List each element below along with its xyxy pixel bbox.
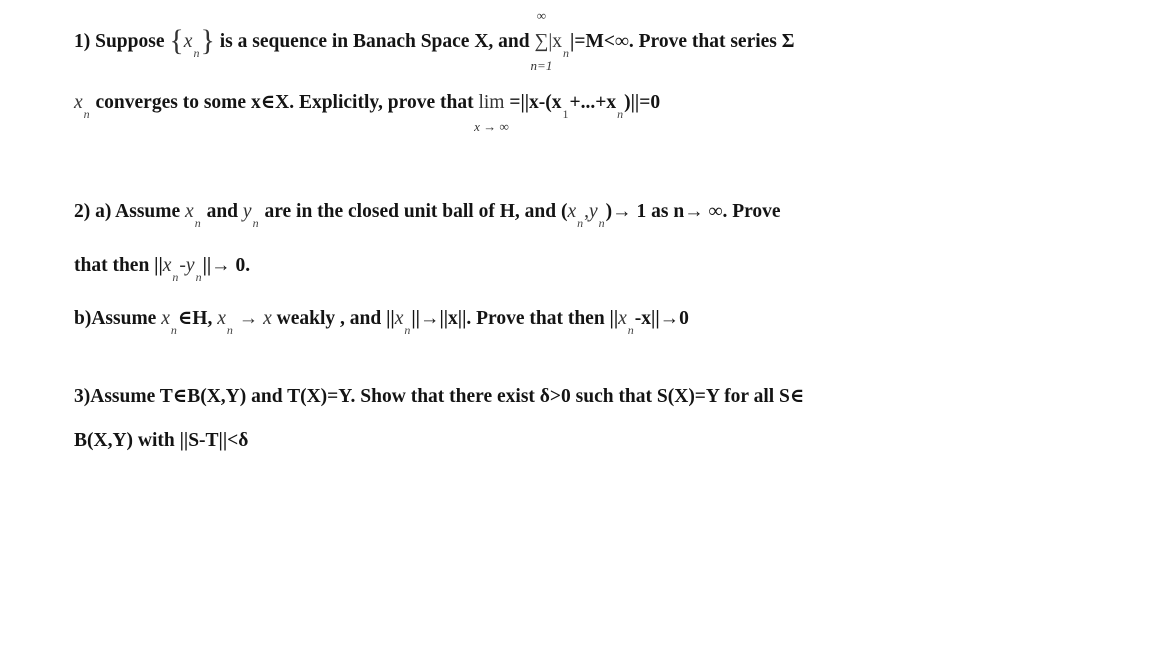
sub-n: n <box>252 216 259 230</box>
problem-2a-line-2 <box>74 254 251 284</box>
problem-1-intro: 1) Suppose <box>74 31 170 52</box>
var-x: x <box>162 255 172 276</box>
problem-2b-in-h: ∈H, <box>177 308 218 329</box>
problem-2b-norm: ||→||x||. Prove that then || <box>411 308 619 329</box>
problem-1-text-f: +...+x <box>569 92 617 113</box>
limit <box>474 91 509 134</box>
var-x: x <box>618 308 627 329</box>
sum-upper-limit: ∞ <box>536 8 547 23</box>
var-y: y <box>185 255 195 276</box>
sum-lower-limit: n=1 <box>530 58 553 73</box>
sub-n: n <box>627 323 634 337</box>
problem-2a-text: are in the closed unit ball of H, and ( <box>259 201 568 222</box>
problem-2b-end: -x||→0 <box>634 308 689 329</box>
var-x: x <box>185 201 194 222</box>
var-x-limit: x <box>263 308 272 329</box>
var-y: y <box>588 201 598 222</box>
var-x: x <box>74 92 83 113</box>
sub-n: n <box>193 46 200 60</box>
problem-3-line-2: B(X,Y) with ||S-T||<δ <box>74 430 249 451</box>
problem-2b-intro: b)Assume <box>74 308 162 329</box>
problem-2b-weakly: weakly , and || <box>271 308 395 329</box>
sub-n: n <box>194 216 201 230</box>
var-x: x <box>567 201 577 222</box>
problem-1-text-g: )||=0 <box>624 92 661 113</box>
brace-close: } <box>200 24 215 57</box>
arrow: → <box>233 308 264 329</box>
sub-n: n <box>170 323 177 337</box>
minus: - <box>179 255 186 276</box>
problem-3-line-1: 3)Assume T∈B(X,Y) and T(X)=Y. Show that there exist δ>0 such that S(X)=Y for all S∈ <box>74 386 805 407</box>
sub-1: 1 <box>562 107 569 121</box>
var-x: x <box>217 308 226 329</box>
sub-n: n <box>577 216 584 230</box>
problem-2a-end: )→ 1 as n→ ∞. Prove <box>605 201 781 222</box>
lim-subscript: x → ∞ <box>474 119 509 134</box>
problem-2b-line <box>74 307 689 337</box>
sub-n: n <box>598 216 605 230</box>
problem-2a-conclusion: ||→ 0. <box>202 255 251 276</box>
lim-label: lim <box>478 92 505 113</box>
problem-2a-and: and <box>201 201 243 222</box>
problem-1-text-c: |=M<∞. Prove that series Σ <box>570 31 795 52</box>
var-y: y <box>242 201 252 222</box>
problem-1-text-d: converges to some x∈X. Explicitly, prove that <box>90 92 479 113</box>
problem-2a-intro: 2) a) Assume <box>74 201 186 222</box>
sub-n: n <box>617 107 624 121</box>
var-x: x <box>161 308 170 329</box>
sub-n: n <box>226 323 233 337</box>
var-x: x <box>183 31 193 52</box>
var-x: x <box>394 308 404 329</box>
sum-symbol: ∑ <box>534 31 549 52</box>
problem-1-line-1 <box>74 8 795 73</box>
problem-2a-then: that then || <box>74 255 163 276</box>
sub-n: n <box>563 46 570 60</box>
problem-1-text-b: is a sequence in Banach Space X, and <box>214 31 535 52</box>
comma: , <box>584 201 589 222</box>
sub-n: n <box>195 270 202 284</box>
problem-2a-line-1 <box>74 200 781 230</box>
brace-open: { <box>169 24 184 57</box>
summation <box>530 8 553 73</box>
problem-1-line-2 <box>74 91 661 134</box>
abs-x: |x <box>548 31 563 52</box>
sub-n: n <box>172 270 179 284</box>
sub-n: n <box>404 323 411 337</box>
problem-1-text-e: =||x-(x <box>504 92 562 113</box>
sub-n: n <box>83 107 90 121</box>
